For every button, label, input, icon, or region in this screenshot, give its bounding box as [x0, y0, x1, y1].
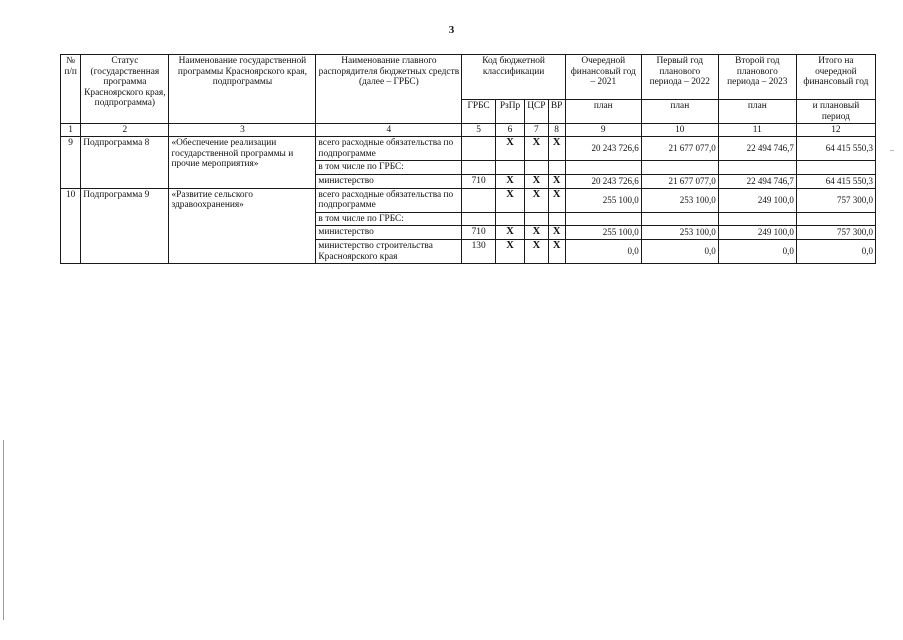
column-number: 2	[81, 124, 169, 137]
cell-2021: 255 100,0	[565, 188, 641, 212]
header-plan-2022: план	[641, 100, 718, 124]
row-entity2-label: министерство строительства Красноярского края	[316, 239, 462, 263]
column-number: 1	[61, 124, 81, 137]
header-sub-grbs: ГРБС	[462, 100, 495, 124]
column-number: 12	[796, 124, 875, 137]
cell-2021: 20 243 726,6	[565, 137, 641, 161]
row-status: Подпрограмма 8	[81, 137, 169, 188]
cell-empty	[495, 212, 524, 226]
row-incl-label: в том числе по ГРБС:	[316, 161, 462, 175]
scan-edge-line	[3, 440, 4, 620]
header-sub-csr: ЦСР	[525, 100, 548, 124]
column-number: 10	[641, 124, 718, 137]
header-program-name: Наименование государственной программы Красноярского края, подпрограммы	[169, 55, 316, 124]
row-entity-label: министерство	[316, 174, 462, 188]
row-total-label: всего расходные обязательства по подпрограмме	[316, 137, 462, 161]
cell-grbs	[462, 137, 495, 161]
scan-mark	[890, 150, 894, 151]
cell-2021: 20 243 726,6	[565, 174, 641, 188]
column-number: 8	[548, 124, 565, 137]
row-number: 10	[61, 188, 81, 264]
cell-2022: 21 677 077,0	[641, 137, 718, 161]
cell-2022: 0,0	[641, 239, 718, 263]
cell-2023: 22 494 746,7	[718, 174, 796, 188]
cell-rzpr: Х	[495, 137, 524, 161]
cell-vr: Х	[548, 226, 565, 240]
cell-empty	[641, 212, 718, 226]
cell-vr: Х	[548, 239, 565, 263]
cell-empty	[525, 212, 548, 226]
column-number: 3	[169, 124, 316, 137]
cell-2023: 22 494 746,7	[718, 137, 796, 161]
header-plan-2021: план	[565, 100, 641, 124]
cell-empty	[495, 161, 524, 175]
header-no: № п/п	[61, 55, 81, 124]
row-number: 9	[61, 137, 81, 188]
cell-csr: Х	[525, 239, 548, 263]
cell-empty	[641, 161, 718, 175]
cell-vr: Х	[548, 137, 565, 161]
cell-2023: 249 100,0	[718, 226, 796, 240]
cell-csr: Х	[525, 174, 548, 188]
cell-empty	[548, 161, 565, 175]
column-number: 4	[316, 124, 462, 137]
cell-vr: Х	[548, 174, 565, 188]
cell-rzpr: Х	[495, 174, 524, 188]
row-total-label: всего расходные обязательства по подпрограмме	[316, 188, 462, 212]
column-number: 6	[495, 124, 524, 137]
cell-empty	[718, 161, 796, 175]
header-sub-vr: ВР	[548, 100, 565, 124]
cell-2023: 249 100,0	[718, 188, 796, 212]
header-total-tail: и плановый период	[796, 100, 875, 124]
cell-2022: 253 100,0	[641, 226, 718, 240]
cell-2021: 255 100,0	[565, 226, 641, 240]
cell-grbs	[462, 188, 495, 212]
budget-table	[60, 54, 876, 264]
cell-empty	[548, 212, 565, 226]
cell-total: 757 300,0	[796, 226, 875, 240]
page-number: 3	[448, 24, 455, 36]
header-grbs-name: Наименование главного распорядителя бюджетных средств (далее – ГРБС)	[316, 55, 462, 124]
cell-grbs: 130	[462, 239, 495, 263]
cell-rzpr: Х	[495, 239, 524, 263]
cell-empty	[565, 212, 641, 226]
cell-total: 64 415 550,3	[796, 174, 875, 188]
cell-2022: 21 677 077,0	[641, 174, 718, 188]
row-status: Подпрограмма 9	[81, 188, 169, 264]
header-budget-code: Код бюджетной классификации	[462, 55, 565, 100]
cell-empty	[565, 161, 641, 175]
column-number: 11	[718, 124, 796, 137]
cell-total: 64 415 550,3	[796, 137, 875, 161]
cell-grbs: 710	[462, 226, 495, 240]
cell-empty	[462, 212, 495, 226]
column-number: 7	[525, 124, 548, 137]
cell-csr: Х	[525, 137, 548, 161]
cell-grbs: 710	[462, 174, 495, 188]
header-year-2021: Очередной финансовый год – 2021	[565, 55, 641, 100]
header-sub-rzpr: РзПр	[495, 100, 524, 124]
cell-empty	[525, 161, 548, 175]
cell-2022: 253 100,0	[641, 188, 718, 212]
cell-total: 0,0	[796, 239, 875, 263]
header-year-2023: Второй год планового периода – 2023	[718, 55, 796, 100]
cell-vr: Х	[548, 188, 565, 212]
column-number: 5	[462, 124, 495, 137]
column-number: 9	[565, 124, 641, 137]
row-entity-label: министерство	[316, 226, 462, 240]
cell-total: 757 300,0	[796, 188, 875, 212]
cell-empty	[718, 212, 796, 226]
cell-2023: 0,0	[718, 239, 796, 263]
cell-csr: Х	[525, 188, 548, 212]
table-row	[61, 137, 876, 161]
cell-rzpr: Х	[495, 188, 524, 212]
row-program-name: «Обеспечение реализации государственной программы и прочие мероприятия»	[169, 137, 316, 188]
header-status: Статус (государственная программа Красноярского края, подпрограмма)	[81, 55, 169, 124]
row-incl-label: в том числе по ГРБС:	[316, 212, 462, 226]
row-program-name: «Развитие сельского здравоохранения»	[169, 188, 316, 264]
header-year-2022: Первый год планового периода – 2022	[641, 55, 718, 100]
cell-empty	[796, 161, 875, 175]
column-number-row	[61, 124, 876, 137]
cell-2021: 0,0	[565, 239, 641, 263]
header-row	[61, 55, 876, 100]
header-total: Итого на очередной финансовый год	[796, 55, 875, 100]
table-row	[61, 188, 876, 212]
cell-rzpr: Х	[495, 226, 524, 240]
cell-empty	[462, 161, 495, 175]
cell-empty	[796, 212, 875, 226]
header-plan-2023: план	[718, 100, 796, 124]
cell-csr: Х	[525, 226, 548, 240]
